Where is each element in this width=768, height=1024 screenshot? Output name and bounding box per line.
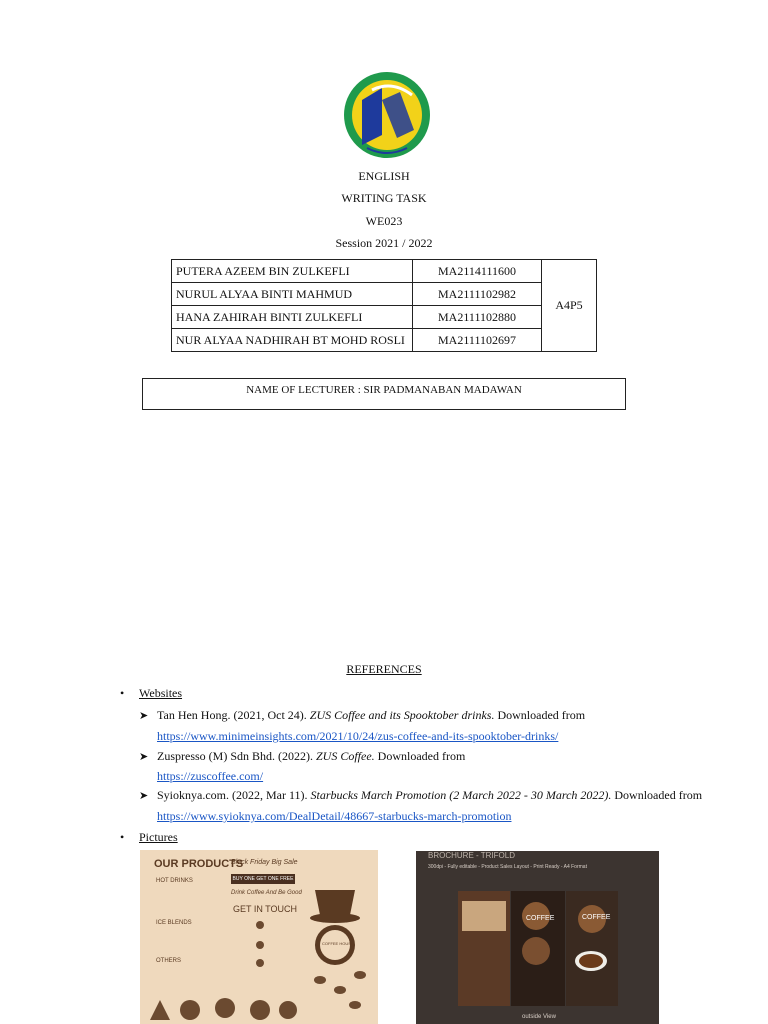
brochure2-footer: outside View: [522, 1014, 556, 1020]
coffee-brochure-image: [140, 850, 378, 1024]
reference-title: Starbucks March Promotion (2 March 2022 - 30 March 2022).: [310, 788, 612, 802]
bullet-icon: •: [120, 830, 125, 844]
session-label: Session 2021 / 2022: [335, 236, 433, 250]
reference-title: ZUS Coffee.: [316, 749, 375, 763]
reference-tail: Downloaded from: [494, 708, 586, 722]
student-id: MA2111102982: [413, 283, 542, 306]
trifold-brochure-image: [416, 851, 659, 1024]
student-name: NURUL ALYAA BINTI MAHMUD: [172, 283, 413, 306]
reference-item: [157, 749, 465, 764]
task-label: WRITING TASK: [341, 191, 427, 205]
student-id: MA2111102880: [413, 306, 542, 329]
brochure-sale-heading: Black Friday Big Sale: [231, 859, 298, 866]
arrow-bullet-icon: ➤: [139, 710, 149, 722]
reference-item: [157, 708, 585, 723]
brochure-heading: OUR PRODUCTS: [154, 858, 244, 870]
reference-tail: Downloaded from: [611, 788, 703, 802]
reference-tail: Downloaded from: [374, 749, 466, 763]
reference-lead: Zuspresso (M) Sdn Bhd. (2022).: [157, 749, 316, 763]
subject-label: ENGLISH: [358, 169, 410, 183]
brochure-section: OTHERS: [156, 958, 182, 964]
websites-label: Websites: [139, 686, 183, 700]
reference-lead: Syioknya.com. (2022, Mar 11).: [157, 788, 311, 802]
college-logo: [342, 70, 432, 160]
brochure-tagline: Drink Coffee And Be Good: [231, 890, 302, 896]
lecturer-box: [142, 378, 626, 410]
table-row: [172, 283, 597, 306]
reference-title: ZUS Coffee and its Spooktober drinks.: [309, 708, 495, 722]
code-label: WE023: [365, 214, 403, 228]
brochure2-sub: 300dpi - Fully editable - Product Sales Layout - Print Ready - A4 Format: [428, 864, 587, 870]
reference-link[interactable]: https://zuscoffee.com/: [157, 769, 264, 783]
brochure-offer-button: BUY ONE GET ONE FREE: [232, 876, 294, 882]
reference-link[interactable]: https://www.syioknya.com/DealDetail/48667-starbucks-march-promotion: [157, 809, 512, 823]
brochure-section: ICE BLENDS: [156, 920, 192, 926]
panel-label: COFFEE: [582, 914, 611, 921]
brochure-panels: [416, 851, 659, 1024]
bullet-icon: •: [120, 686, 125, 700]
brochure-section: HOT DRINKS: [156, 878, 193, 884]
student-name: NUR ALYAA NADHIRAH BT MOHD ROSLI: [172, 329, 413, 352]
brochure-badge: COFFEE HOUSE: [322, 941, 354, 946]
students-table: [171, 259, 597, 352]
arrow-bullet-icon: ➤: [139, 790, 149, 802]
group-code: A4P5: [542, 260, 597, 352]
student-id: MA2111102697: [413, 329, 542, 352]
pictures-label: Pictures: [139, 830, 178, 844]
table-row: [172, 329, 597, 352]
student-name: PUTERA AZEEM BIN ZULKEFLI: [172, 260, 413, 283]
student-id: MA2114111600: [413, 260, 542, 283]
reference-lead: Tan Hen Hong. (2021, Oct 24).: [157, 708, 310, 722]
lecturer-label: NAME OF LECTURER : SIR PADMANABAN MADAWAN: [246, 384, 522, 396]
coffee-illustrations: [140, 850, 378, 1024]
reference-link[interactable]: https://www.minimeinsights.com/2021/10/24/zus-coffee-and-its-spooktober-drinks/: [157, 729, 559, 743]
reference-item: [157, 788, 702, 803]
references-title: REFERENCES: [346, 662, 422, 676]
arrow-bullet-icon: ➤: [139, 751, 149, 763]
brochure2-heading: BROCHURE - TRIFOLD: [428, 851, 515, 860]
panel-label: COFFEE: [526, 915, 555, 922]
student-name: HANA ZAHIRAH BINTI ZULKEFLI: [172, 306, 413, 329]
table-row: [172, 260, 597, 283]
brochure-contact: GET IN TOUCH: [233, 904, 298, 914]
table-row: [172, 306, 597, 329]
